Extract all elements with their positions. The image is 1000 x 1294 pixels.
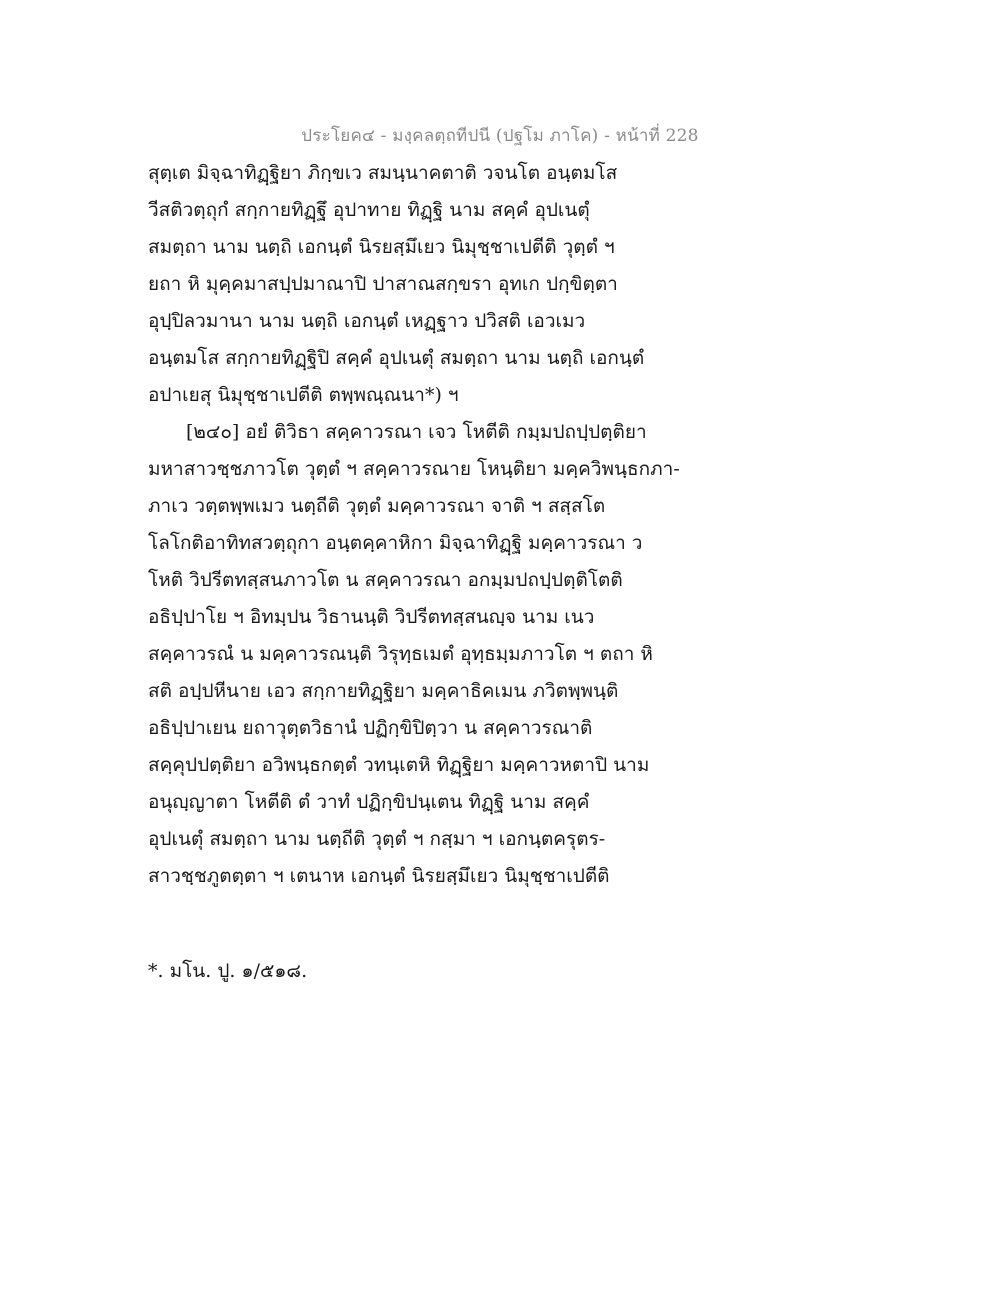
text-line: อนุญฺญาตา โหตีติ ตํ วาทํ ปฏิกฺขิปนฺเตน ทิฏฺฐิ นาม สคฺคํ [148,791,590,813]
text-line: โลโกติอาทิทสวตฺถุกา อนฺตคฺคาหิกา มิจฺฉาทิฏฺฐิ มคฺคาวรณา ว [148,532,643,554]
text-line: วีสติวตฺถุกํ สกฺกายทิฏฺฐึ อุปาทาย ทิฏฺฐิ นาม สคฺคํ อุปเนตุํ [148,199,590,221]
text-line: อปาเยสุ นิมุชฺชาเปตีติ ตพฺพณฺณนา*) ฯ [148,384,459,406]
text-line: ภาเว วตฺตพฺพเมว นตฺถีติ วุตฺตํ มคฺคาวรณา จาติ ฯ สสฺสโต [148,495,606,517]
text-line: สุตฺเต มิจฺฉาทิฏฺฐิยา ภิกฺขเว สมนฺนาคตาติ วจนโต อนฺตมโส [148,162,618,184]
footnote: *. มโน. ปู. ๑/๕๑๘. [148,960,308,982]
text-line: อุปฺปิลวมานา นาม นตฺถิ เอกนฺตํ เหฏฺฐาว ปวิสติ เอวเมว [148,310,586,332]
text-line: มหาสาวชฺชภาวโต วุตฺตํ ฯ สคฺคาวรณาย โหนฺติยา มคฺควิพนฺธกภา- [148,458,680,480]
text-line: อุปเนตุํ สมตฺถา นาม นตฺถีติ วุตฺตํ ฯ กสฺมา ฯ เอกนฺตครุตร- [148,828,606,850]
text-line: สคฺคาวรณํ น มคฺคาวรณนฺติ วิรุทฺธเมตํ อุทฺธมฺมภาวโต ฯ ตถา หิ [148,643,653,665]
body-text [148,155,688,895]
text-line: อธิปฺปาเยน ยถาวุตฺตวิธานํ ปฏิกฺขิปิตฺวา น สคฺคาวรณาติ [148,717,593,739]
text-line: โหติ วิปรีตทสฺสนภาวโต น สคฺคาวรณา อกมฺมปถปฺปตฺติโตติ [148,569,623,591]
paragraph-start-line: [๒๔๐] อยํ ติวิธา สคฺคาวรณา เจว โหตีติ กมฺมปถปฺปตฺติยา [186,421,647,443]
text-line: ยถา หิ มุคฺคมาสปฺปมาณาปิ ปาสาณสกฺขรา อุทเก ปกฺขิตฺตา [148,273,618,295]
text-line: สาวชฺชภูตตฺตา ฯ เตนาห เอกนฺตํ นิรยสฺมึเยว นิมุชฺชาเปตีติ [148,865,610,887]
page-header [0,122,1000,149]
text-line: อธิปฺปาโย ฯ อิทมฺปน วิธานนฺติ วิปรีตทสฺสนญฺจ นาม เนว [148,606,595,628]
text-line: อนฺตมโส สกฺกายทิฏฺฐิปิ สคฺคํ อุปเนตุํ สมตฺถา นาม นตฺถิ เอกนฺตํ [148,347,645,369]
text-line: สมตฺถา นาม นตฺถิ เอกนฺตํ นิรยสฺมึเยว นิมุชฺชาเปตีติ วุตฺตํ ฯ [148,236,615,258]
text-line: สติ อปฺปหีนาย เอว สกฺกายทิฏฺฐิยา มคฺคาธิคเมน ภวิตพฺพนฺติ [148,680,619,702]
running-header: ประโยค๔ - มงฺคลตฺถทีปนี (ปฐโม ภาโค) - หน้าที่ 228 [301,126,699,146]
text-line: สคฺคุปปตฺติยา อวิพนฺธกตฺตํ วทนฺเตหิ ทิฏฺฐิยา มคฺคาวหตาปิ นาม [148,754,650,776]
